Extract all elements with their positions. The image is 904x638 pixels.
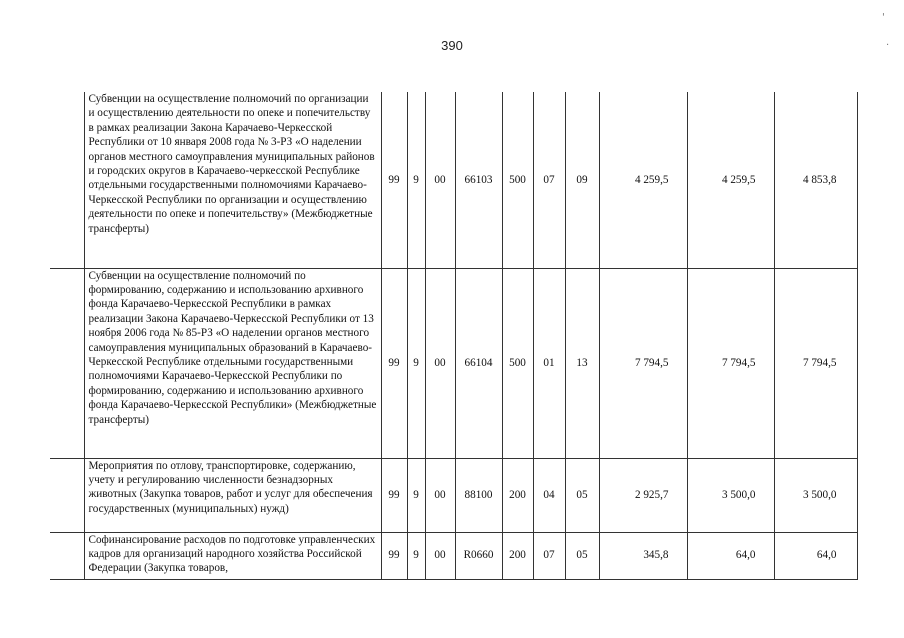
code-cell: 200 [502, 458, 533, 532]
row-number-cell [50, 532, 84, 579]
code-cell: 66103 [455, 92, 502, 268]
code-cell: 00 [425, 92, 455, 268]
table-row [50, 92, 857, 268]
code-cell: 13 [565, 268, 599, 458]
description-cell: Мероприятия по отлову, транспортировке, содержанию, учету и регулированию численности безнадзорных животных (Закупка товаров, работ и услуг для обеспечения государственных (муниципальных) нужд) [84, 458, 381, 532]
code-cell: 99 [381, 92, 407, 268]
amount-cell: 3 500,0 [774, 458, 857, 532]
scan-artifact-mark: · [886, 40, 890, 51]
code-cell: 9 [407, 92, 425, 268]
description-cell: Субвенции на осуществление полномочий по организации и осуществлению деятельности по опеке и попечительству в рамках реализации Закона Карачаево-Черкесской Республики от 10 января 2008 года № 3-РЗ «О наделении органов местного самоуправления муниципальных районов и городских округов в Карачаево-черкесской Республике отдельными государственными полномочиями Карачаево-Черкесской Республики по организации и осуществлению деятельности по опеке и попечительству» (Межбюджетные трансферты) [84, 92, 381, 268]
amount-cell: 4 259,5 [687, 92, 774, 268]
amount-cell: 7 794,5 [774, 268, 857, 458]
code-cell: R0660 [455, 532, 502, 579]
amount-cell: 7 794,5 [687, 268, 774, 458]
code-cell: 500 [502, 268, 533, 458]
code-cell: 05 [565, 458, 599, 532]
code-cell: 9 [407, 532, 425, 579]
code-cell: 9 [407, 458, 425, 532]
table-row [50, 268, 857, 458]
description-cell: Софинансирование расходов по подготовке управленческих кадров для организаций народного хозяйства Российской Федерации (Закупка товаров, [84, 532, 381, 579]
row-number-cell [50, 458, 84, 532]
code-cell: 66104 [455, 268, 502, 458]
code-cell: 01 [533, 268, 565, 458]
code-cell: 00 [425, 458, 455, 532]
amount-cell: 64,0 [687, 532, 774, 579]
amount-cell: 7 794,5 [599, 268, 687, 458]
code-cell: 99 [381, 532, 407, 579]
code-cell: 07 [533, 532, 565, 579]
amount-cell: 2 925,7 [599, 458, 687, 532]
code-cell: 07 [533, 92, 565, 268]
row-number-cell [50, 268, 84, 458]
code-cell: 99 [381, 268, 407, 458]
code-cell: 00 [425, 532, 455, 579]
code-cell: 200 [502, 532, 533, 579]
code-cell: 9 [407, 268, 425, 458]
amount-cell: 4 853,8 [774, 92, 857, 268]
code-cell: 88100 [455, 458, 502, 532]
amount-cell: 64,0 [774, 532, 857, 579]
row-number-cell [50, 92, 84, 268]
description-cell: Субвенции на осуществление полномочий по формированию, содержанию и использованию архивного фонда Карачаево-Черкесской Республики в рамках реализации Закона Карачаево-Черкесской Республики от 13 ноября 2006 года № 85-РЗ «О наделении органов местного самоуправления муниципальных образований в Карачаево-Черкесской Республике отдельными государственными полномочиями Карачаево-Черкесской Республики по формированию, содержанию и использованию архивного фонда Карачаево-Черкесской Республики» (Межбюджетные трансферты) [84, 268, 381, 458]
page-number: 390 [441, 38, 463, 53]
amount-cell: 345,8 [599, 532, 687, 579]
amount-cell: 4 259,5 [599, 92, 687, 268]
code-cell: 500 [502, 92, 533, 268]
scan-artifact-mark: ' [882, 12, 885, 23]
code-cell: 09 [565, 92, 599, 268]
budget-table [50, 92, 858, 580]
code-cell: 04 [533, 458, 565, 532]
amount-cell: 3 500,0 [687, 458, 774, 532]
code-cell: 05 [565, 532, 599, 579]
code-cell: 99 [381, 458, 407, 532]
table-row [50, 458, 857, 532]
table-row [50, 532, 857, 579]
code-cell: 00 [425, 268, 455, 458]
